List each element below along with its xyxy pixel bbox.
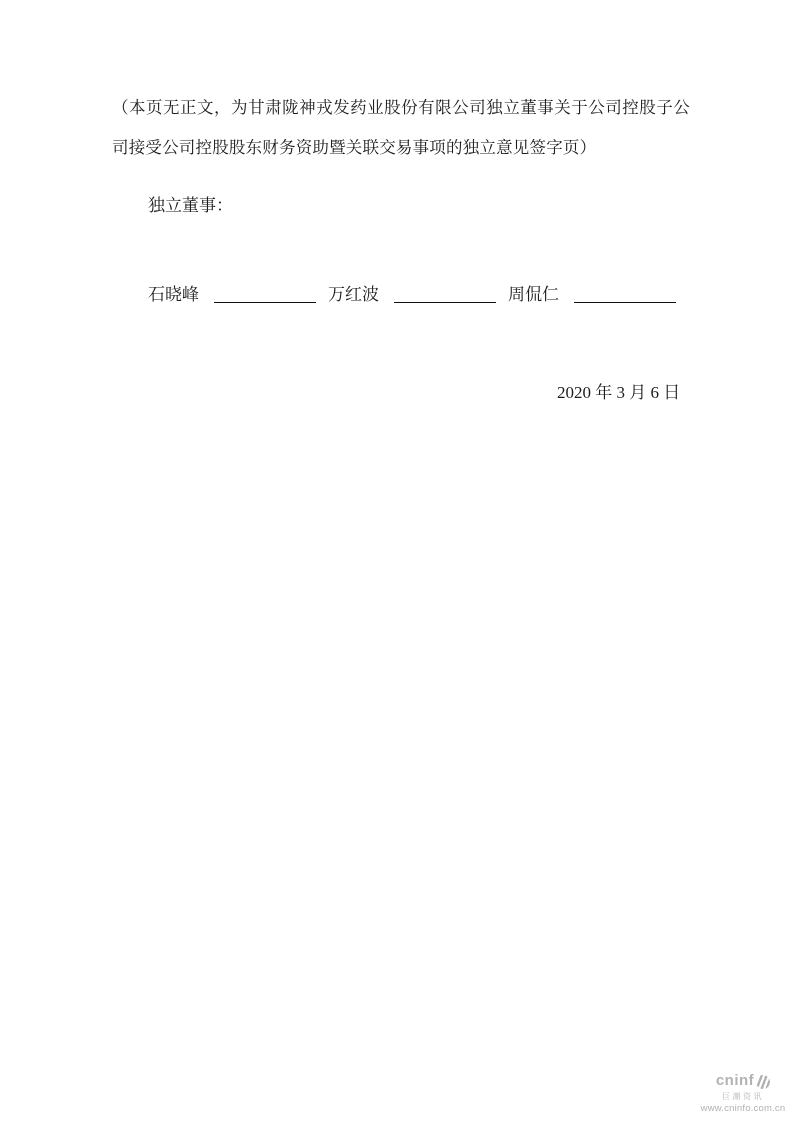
striped-globe-icon (756, 1074, 771, 1089)
signer-3-signature-line (574, 301, 676, 303)
cninfo-logo-text: cninf (715, 1072, 755, 1090)
signer-1-signature-line (214, 301, 316, 303)
cninfo-brand-name-cn: 巨潮资讯 (722, 1092, 764, 1102)
signer-3-name: 周侃仁 (508, 285, 559, 304)
signer-1-name: 石晓峰 (148, 285, 199, 304)
cninfo-watermark (697, 1072, 789, 1115)
signer-1 (148, 284, 316, 306)
signers-row (148, 284, 676, 306)
cninfo-website-url: www.cninfo.com.cn (700, 1103, 786, 1115)
cninfo-logo (697, 1072, 789, 1091)
signer-2-signature-line (394, 301, 496, 303)
signer-2-name: 万红波 (328, 285, 379, 304)
signer-2 (328, 284, 496, 306)
signer-3 (508, 284, 676, 306)
document-date: 2020 年 3 月 6 日 (557, 383, 681, 402)
signature-page-preamble: （本页无正文，为甘肃陇神戎发药业股份有限公司独立董事关于公司控股子公司接受公司控股股东财务资助暨关联交易事项的独立意见签字页） (112, 98, 690, 157)
independent-directors-heading: 独立董事： (148, 196, 233, 215)
